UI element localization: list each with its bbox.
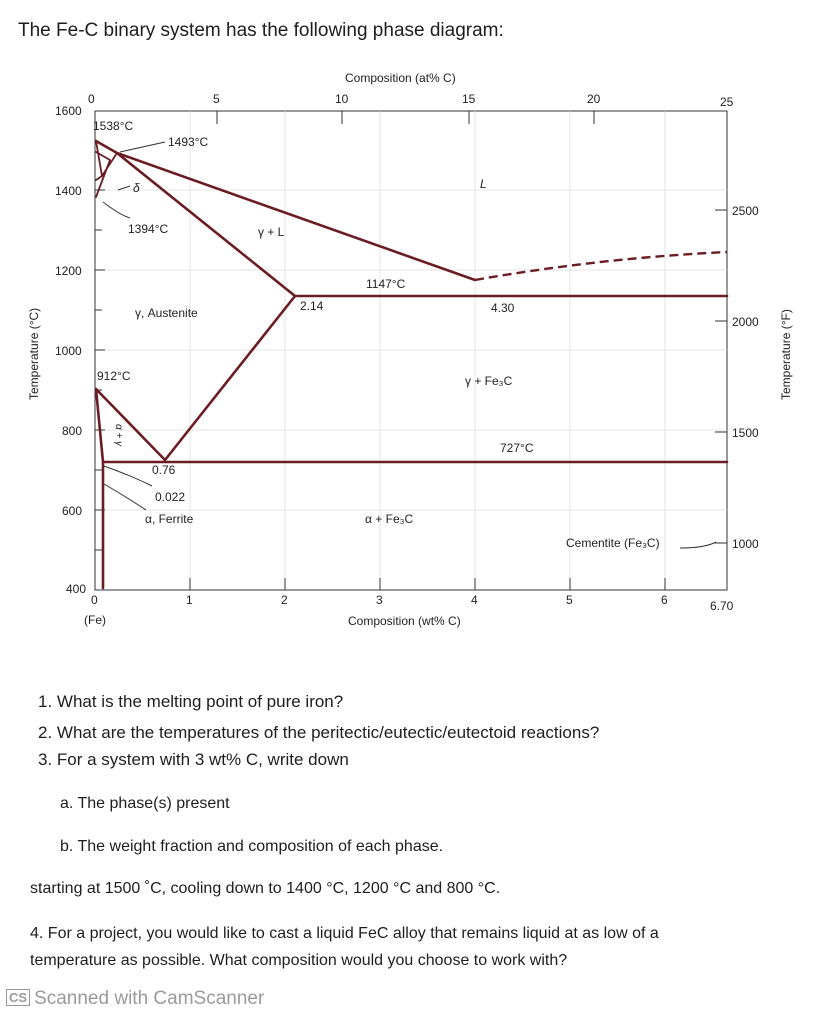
- right-tick-label: 1000: [732, 537, 759, 551]
- left-tick-label: 600: [62, 504, 83, 518]
- label-liquid: L: [480, 177, 487, 191]
- right-tick-label: 1500: [732, 426, 759, 440]
- bottom-axis-title: Composition (wt% C): [348, 614, 461, 628]
- intro-text: The Fe-C binary system has the following phase diagram:: [18, 20, 504, 41]
- camscanner-watermark: [6, 988, 264, 1010]
- bottom-tick-label: 3: [376, 593, 383, 607]
- left-tick-label: 1400: [55, 184, 82, 198]
- bottom-tick-label: 6: [661, 593, 668, 607]
- top-tick-label: 15: [462, 92, 476, 106]
- bottom-tick-label: 4: [471, 593, 478, 607]
- bottom-tick-label: 0: [91, 593, 98, 607]
- label-cementite: Cementite (Fe₃C): [566, 536, 660, 550]
- camscanner-text: Scanned with CamScanner: [34, 988, 265, 1009]
- label-1394: 1394°C: [128, 222, 169, 236]
- top-tick-label: 25: [720, 95, 734, 109]
- left-tick-label: 1600: [55, 104, 82, 118]
- label-076: 0.76: [152, 463, 176, 477]
- left-axis-title: Temperature (°C): [27, 307, 41, 400]
- left-tick-label: 1200: [55, 264, 82, 278]
- bottom-tick-label: 6.70: [710, 599, 734, 613]
- question-4-line-2: temperature as possible. What composition would you choose to work with?: [30, 952, 568, 969]
- sub-question-b: b. The weight fraction and composition of each phase.: [60, 838, 444, 855]
- label-214: 2.14: [300, 299, 324, 313]
- alpha-solvus: [96, 389, 103, 588]
- top-tick-label: 0: [88, 92, 95, 106]
- label-0022: 0.022: [155, 490, 186, 504]
- delta-region: [96, 141, 117, 197]
- label-727: 727°C: [500, 441, 534, 455]
- cooling-instruction: starting at 1500 ˚C, cooling down to 1400 °C, 1200 °C and 800 °C.: [30, 880, 501, 897]
- label-912: 912°C: [97, 369, 131, 383]
- gamma-to-alpha-boundary: [96, 389, 165, 460]
- label-alpha-gamma: α + γ: [113, 424, 124, 447]
- liquidus-right-dashed: [475, 252, 727, 280]
- top-tick-label: 10: [335, 92, 349, 106]
- label-1493: 1493°C: [168, 135, 209, 149]
- label-430: 4.30: [491, 301, 515, 315]
- sub-question-a: a. The phase(s) present: [60, 795, 230, 812]
- left-tick-label: 1000: [55, 344, 82, 358]
- left-tick-label: 400: [66, 582, 87, 596]
- label-austenite: γ, Austenite: [135, 306, 198, 320]
- question-1: 1. What is the melting point of pure iron?: [38, 692, 344, 711]
- gamma-solvus: [165, 296, 295, 460]
- bottom-tick-label: 2: [281, 593, 288, 607]
- right-tick-label: 2500: [732, 204, 759, 218]
- right-axis-title: Temperature (°F): [779, 309, 793, 400]
- right-tick-label: 2000: [732, 315, 759, 329]
- question-3: 3. For a system with 3 wt% C, write down: [38, 750, 349, 769]
- top-tick-label: 20: [587, 92, 601, 106]
- label-gamma-fe3c: γ + Fe₃C: [465, 374, 513, 388]
- label-1147: 1147°C: [366, 277, 406, 291]
- left-tick-label: 800: [62, 424, 83, 438]
- bottom-tick-label: 1: [186, 593, 193, 607]
- bottom-origin-note: (Fe): [84, 613, 106, 627]
- label-ferrite: α, Ferrite: [145, 512, 194, 526]
- bottom-tick-label: 5: [566, 593, 573, 607]
- top-axis-title: Composition (at% C): [345, 71, 456, 85]
- camscanner-logo: CS: [6, 989, 30, 1006]
- question-2: 2. What are the temperatures of the peritectic/eutectic/eutectoid reactions?: [38, 723, 600, 742]
- question-4-line-1: 4. For a project, you would like to cast a liquid FeC alloy that remains liquid at as low of a: [30, 925, 659, 942]
- label-1538: 1538°C: [93, 119, 134, 133]
- label-gamma-liquid: γ + L: [258, 225, 285, 239]
- liquidus-left: [96, 141, 475, 280]
- top-tick-label: 5: [213, 92, 220, 106]
- label-alpha-fe3c: α + Fe₃C: [365, 512, 414, 526]
- label-delta: δ: [133, 181, 140, 195]
